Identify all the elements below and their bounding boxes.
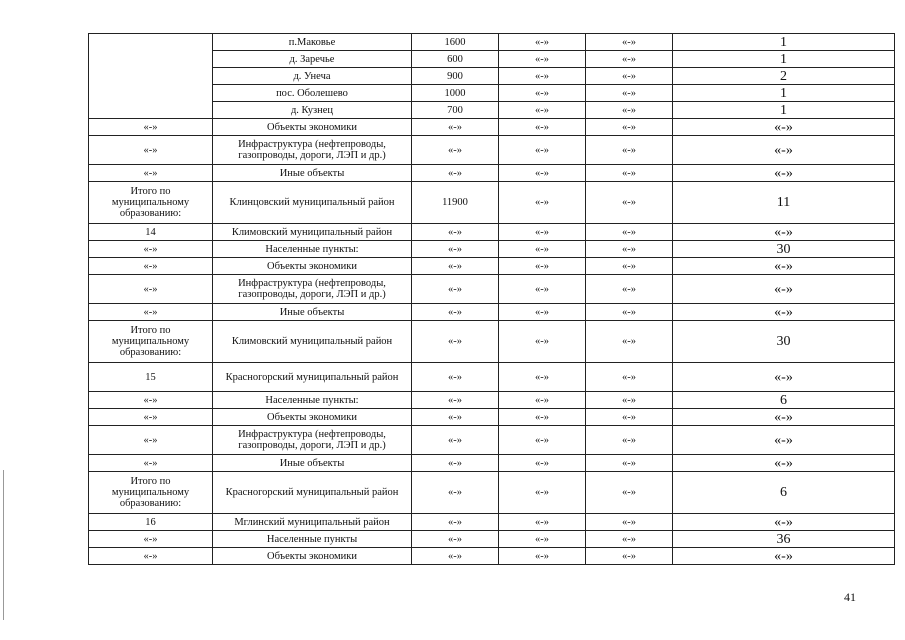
table-row (89, 392, 895, 409)
table-cell: д. Унеча (213, 68, 412, 85)
table-cell: 6 (673, 472, 895, 514)
table-cell: «-» (412, 275, 499, 304)
table-cell: «-» (499, 34, 586, 51)
table-cell: «-» (412, 304, 499, 321)
table-cell: Объекты экономики (213, 409, 412, 426)
table-cell: Иные объекты (213, 455, 412, 472)
table-cell: «-» (673, 119, 895, 136)
table-cell: «-» (412, 472, 499, 514)
table-cell: Населенные пункты (213, 531, 412, 548)
table-cell: «-» (673, 258, 895, 275)
table-row (89, 531, 895, 548)
table-cell: «-» (499, 392, 586, 409)
table-cell: 700 (412, 102, 499, 119)
table-cell: «-» (673, 165, 895, 182)
table-row (89, 119, 895, 136)
table-cell: Инфраструктура (нефтепроводы, газопроводы, дороги, ЛЭП и др.) (213, 275, 412, 304)
table-cell: «-» (586, 119, 673, 136)
table-row-total (89, 321, 895, 363)
table-cell: «-» (89, 426, 213, 455)
table-cell: «-» (89, 165, 213, 182)
table-cell: «-» (586, 426, 673, 455)
table-cell: «-» (673, 409, 895, 426)
table-cell: «-» (673, 275, 895, 304)
table-row (89, 165, 895, 182)
table-cell: «-» (673, 224, 895, 241)
table-cell-empty (89, 34, 213, 119)
table-cell: Объекты экономики (213, 258, 412, 275)
table-cell: Клинцовский муниципальный район (213, 182, 412, 224)
table-row (89, 514, 895, 531)
table-row (89, 258, 895, 275)
table-cell: «-» (586, 548, 673, 565)
table-cell: «-» (412, 514, 499, 531)
table-cell: «-» (673, 548, 895, 565)
table-cell: «-» (673, 304, 895, 321)
table-cell: «-» (586, 241, 673, 258)
table-cell: 15 (89, 363, 213, 392)
table-row (89, 224, 895, 241)
table-cell: «-» (586, 321, 673, 363)
table-cell: «-» (586, 514, 673, 531)
table-cell: «-» (586, 34, 673, 51)
table-cell: «-» (89, 275, 213, 304)
table-cell: 14 (89, 224, 213, 241)
table-cell: Климовский муниципальный район (213, 321, 412, 363)
table-cell: 900 (412, 68, 499, 85)
table-cell: 1600 (412, 34, 499, 51)
table-cell: «-» (586, 275, 673, 304)
table-cell: «-» (586, 224, 673, 241)
table-cell: 6 (673, 392, 895, 409)
table-cell: «-» (673, 455, 895, 472)
table-cell: «-» (586, 85, 673, 102)
table-cell: «-» (499, 136, 586, 165)
table-cell: «-» (412, 136, 499, 165)
table-cell: «-» (673, 426, 895, 455)
table-cell: Объекты экономики (213, 548, 412, 565)
table-cell: «-» (499, 531, 586, 548)
table-cell: Иные объекты (213, 304, 412, 321)
table-cell: «-» (499, 119, 586, 136)
table-cell: Объекты экономики (213, 119, 412, 136)
page-number: 41 (844, 590, 856, 604)
table-cell: «-» (499, 68, 586, 85)
table-cell: «-» (499, 182, 586, 224)
table-row (89, 455, 895, 472)
table-cell: «-» (499, 363, 586, 392)
table-cell: «-» (89, 392, 213, 409)
table-cell: «-» (499, 426, 586, 455)
table-cell: Населенные пункты: (213, 392, 412, 409)
table-cell: «-» (586, 472, 673, 514)
table-body (89, 34, 895, 565)
table-cell: «-» (412, 548, 499, 565)
table-row (89, 136, 895, 165)
table-cell: «-» (89, 119, 213, 136)
table-cell: «-» (89, 258, 213, 275)
table-row (89, 548, 895, 565)
table-cell: «-» (586, 102, 673, 119)
table-cell: 16 (89, 514, 213, 531)
table-cell: Итого по муниципальному образованию: (89, 182, 213, 224)
table-cell: «-» (89, 409, 213, 426)
table-cell: «-» (412, 392, 499, 409)
table-row (89, 363, 895, 392)
table-cell: 1000 (412, 85, 499, 102)
table-cell: «-» (673, 136, 895, 165)
table-cell: «-» (412, 363, 499, 392)
table-cell: «-» (412, 119, 499, 136)
table-cell: «-» (89, 531, 213, 548)
table-cell: «-» (499, 224, 586, 241)
table-cell: «-» (586, 258, 673, 275)
table-cell: «-» (499, 321, 586, 363)
table-cell: «-» (586, 455, 673, 472)
table-cell: 600 (412, 51, 499, 68)
table-cell: «-» (499, 102, 586, 119)
table-cell: «-» (89, 241, 213, 258)
table-cell: п.Маковье (213, 34, 412, 51)
table-cell: д. Заречье (213, 51, 412, 68)
table-cell: Красногорский муниципальный район (213, 363, 412, 392)
table-cell: «-» (586, 304, 673, 321)
table-cell: «-» (499, 165, 586, 182)
table-cell: «-» (673, 363, 895, 392)
table-cell: «-» (412, 531, 499, 548)
table-cell: «-» (499, 472, 586, 514)
table-cell: д. Кузнец (213, 102, 412, 119)
table-cell: «-» (412, 426, 499, 455)
table-cell: «-» (586, 392, 673, 409)
table-cell: «-» (89, 136, 213, 165)
table-cell: «-» (499, 241, 586, 258)
table-cell: 11900 (412, 182, 499, 224)
table-cell: «-» (673, 514, 895, 531)
table-cell: Климовский муниципальный район (213, 224, 412, 241)
table-cell: «-» (499, 548, 586, 565)
table-cell: «-» (412, 224, 499, 241)
table-cell: Итого по муниципальному образованию: (89, 321, 213, 363)
table-cell: «-» (89, 304, 213, 321)
table-cell: Инфраструктура (нефтепроводы, газопроводы, дороги, ЛЭП и др.) (213, 426, 412, 455)
table-cell: 1 (673, 51, 895, 68)
data-table (88, 33, 895, 565)
table-cell: Мглинский муниципальный район (213, 514, 412, 531)
table-row (89, 426, 895, 455)
table-cell: «-» (412, 165, 499, 182)
table-row (89, 304, 895, 321)
table-row (89, 241, 895, 258)
table-cell: 36 (673, 531, 895, 548)
table-row-total (89, 472, 895, 514)
table-cell: 1 (673, 85, 895, 102)
table-cell: «-» (412, 258, 499, 275)
table-cell: «-» (499, 51, 586, 68)
table-cell: «-» (499, 85, 586, 102)
table-cell: «-» (412, 241, 499, 258)
table-cell: «-» (586, 68, 673, 85)
table-cell: «-» (586, 136, 673, 165)
table-row-total (89, 182, 895, 224)
table-cell: «-» (499, 304, 586, 321)
table-cell: «-» (586, 531, 673, 548)
table-cell: «-» (499, 409, 586, 426)
scan-margin-mark (3, 470, 4, 620)
table-cell: «-» (89, 455, 213, 472)
table-cell: «-» (499, 275, 586, 304)
table-cell: «-» (499, 514, 586, 531)
table-row (89, 34, 895, 51)
table-cell: «-» (412, 321, 499, 363)
table-cell: «-» (412, 455, 499, 472)
table-cell: 30 (673, 241, 895, 258)
table-cell: Итого по муниципальному образованию: (89, 472, 213, 514)
table-cell: пос. Оболешево (213, 85, 412, 102)
table-cell: «-» (586, 165, 673, 182)
table-cell: Инфраструктура (нефтепроводы, газопроводы, дороги, ЛЭП и др.) (213, 136, 412, 165)
table-cell: Иные объекты (213, 165, 412, 182)
table-cell: «-» (499, 455, 586, 472)
table-cell: 1 (673, 34, 895, 51)
table-cell: «-» (499, 258, 586, 275)
table-cell: 11 (673, 182, 895, 224)
table-cell: 1 (673, 102, 895, 119)
table-cell: «-» (412, 409, 499, 426)
table-row (89, 275, 895, 304)
table-cell: «-» (586, 182, 673, 224)
table-cell: Населенные пункты: (213, 241, 412, 258)
table-cell: 2 (673, 68, 895, 85)
table-cell: «-» (586, 51, 673, 68)
table-cell: 30 (673, 321, 895, 363)
table-cell: «-» (586, 363, 673, 392)
table-row (89, 409, 895, 426)
table-cell: «-» (586, 409, 673, 426)
table-cell: «-» (89, 548, 213, 565)
table-cell: Красногорский муниципальный район (213, 472, 412, 514)
